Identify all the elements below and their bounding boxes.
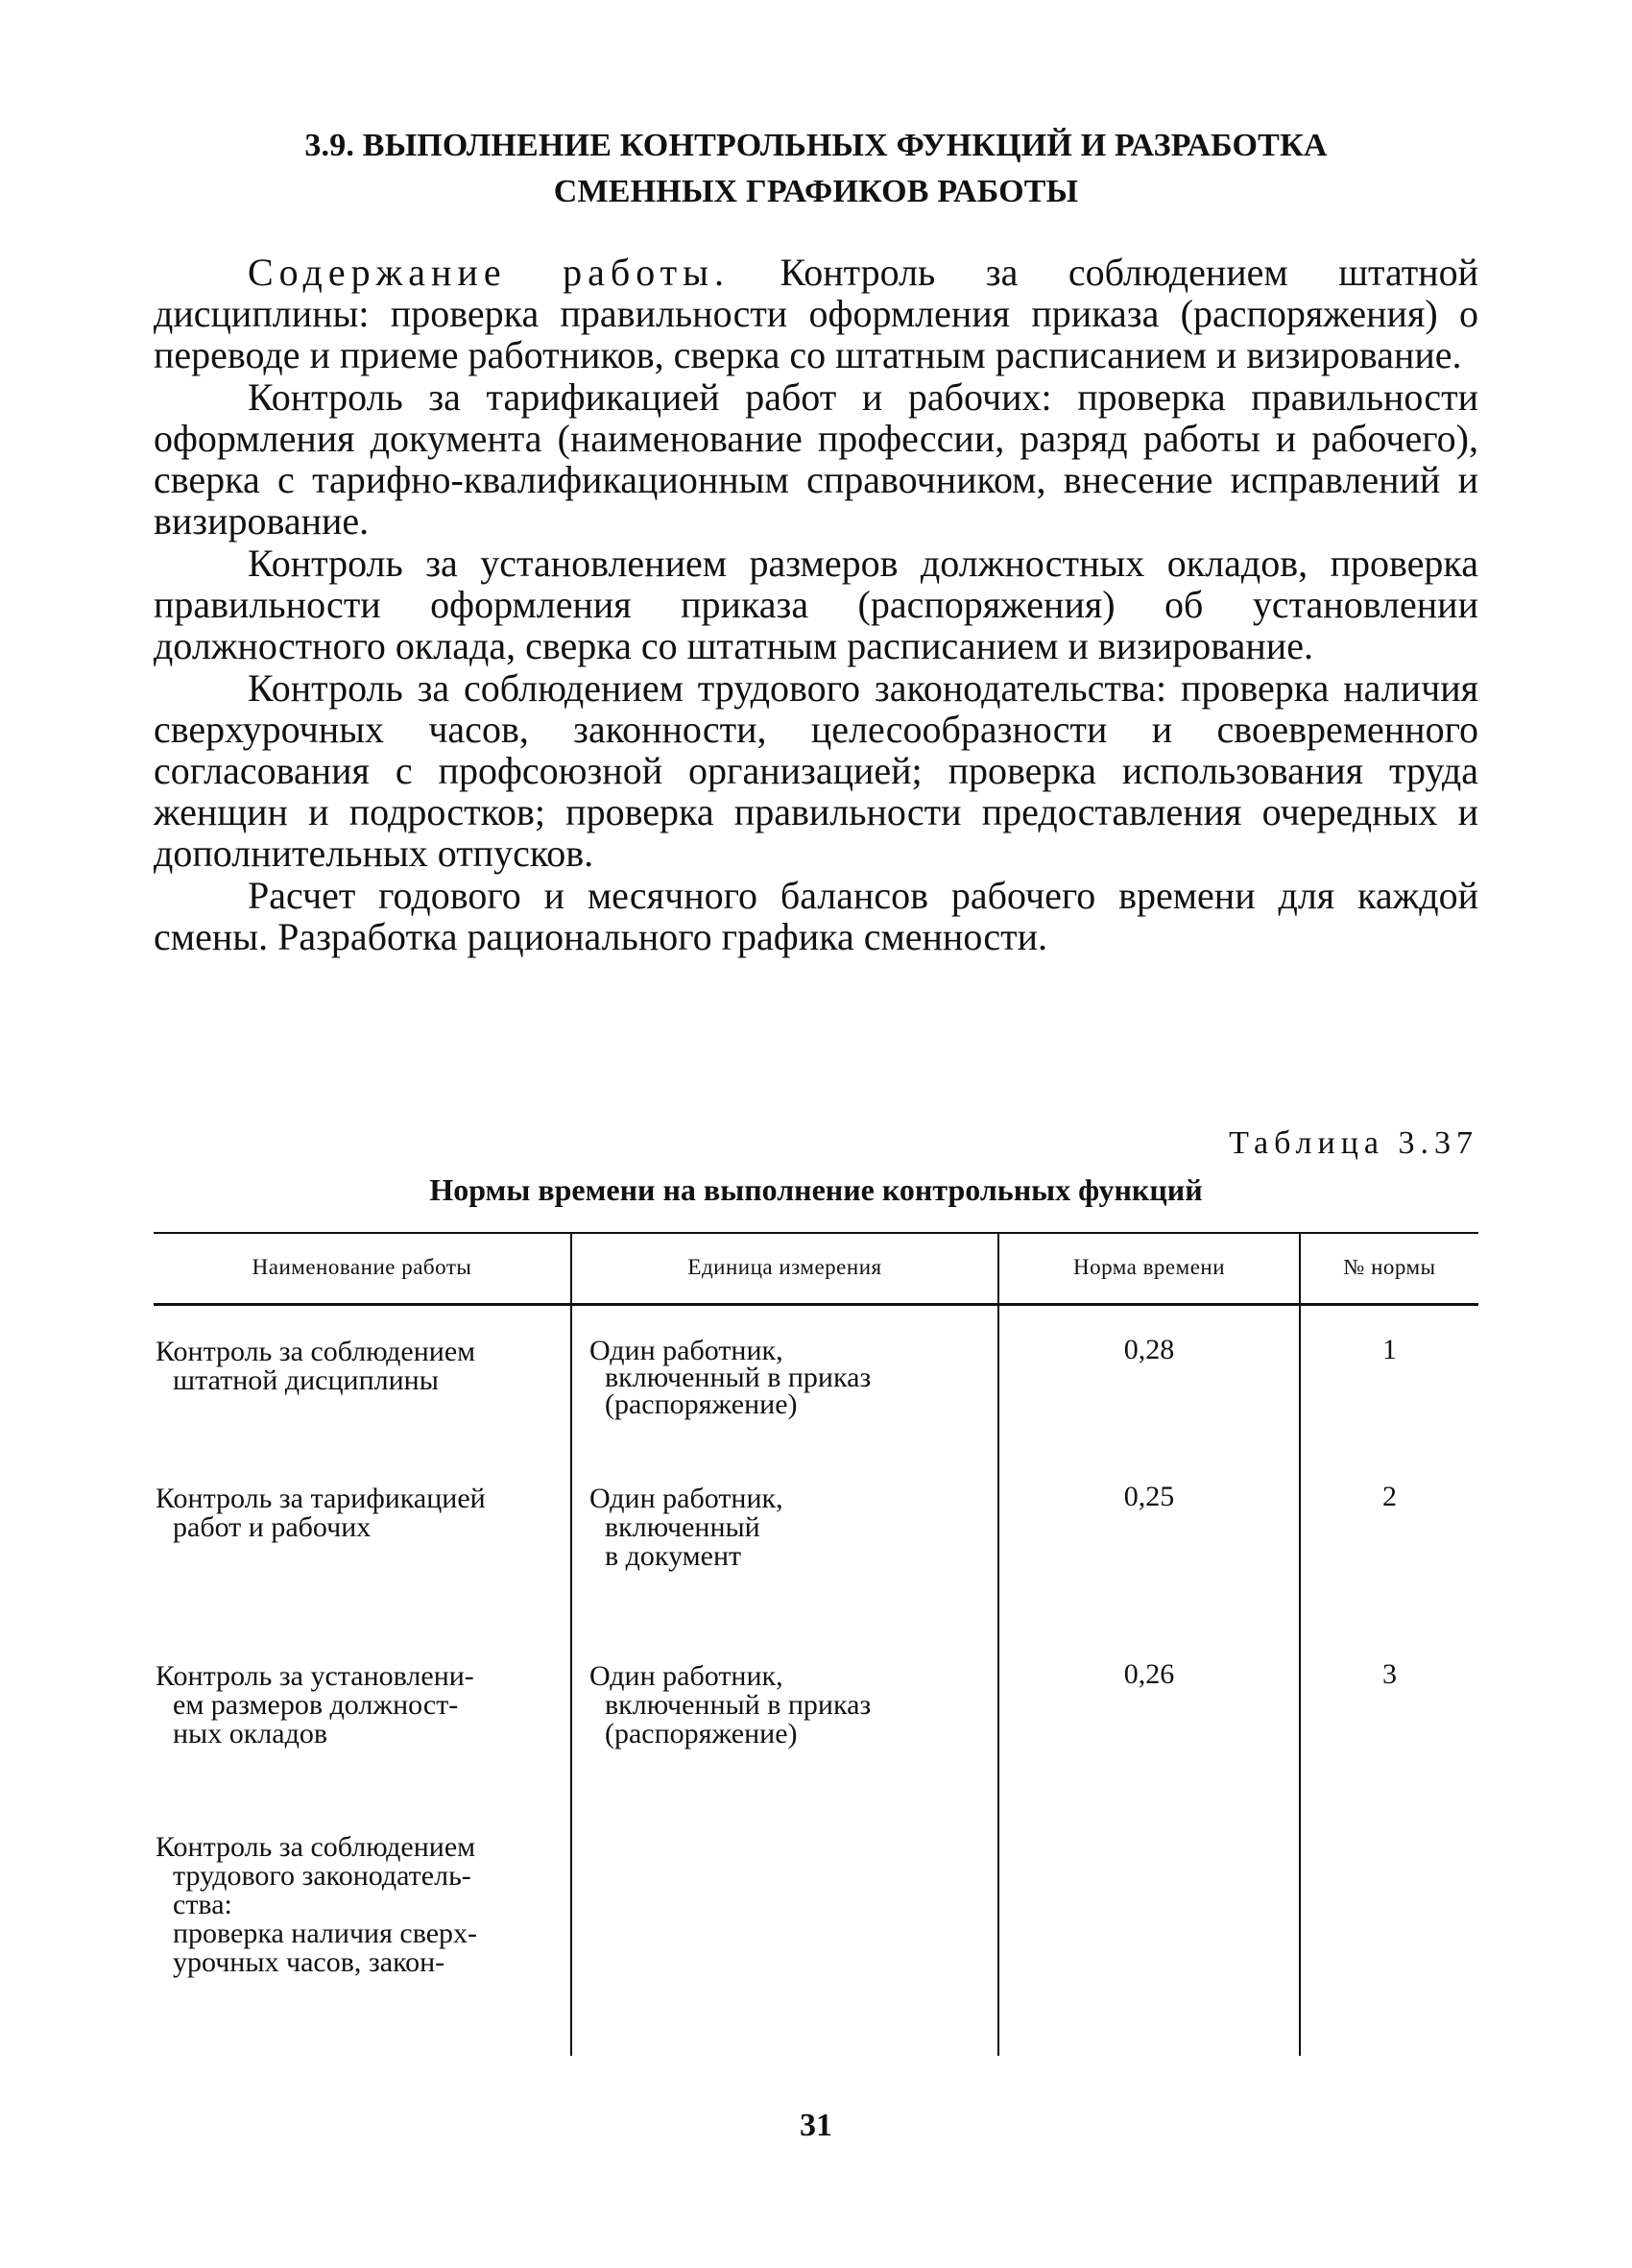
paragraph-2: Контроль за тарификацией работ и рабочих: проверка правильности оформления документа (наименование профессии, разряд работы и рабочего), сверка с тарифно-квалификационным справочником, внесение исправлений и визирование. [154,375,1478,543]
table-row-3-name [156,1662,474,1749]
name-line: ства: [173,1889,232,1920]
name-line: ем размеров должност- [173,1689,459,1721]
unit-line: Один работник, [589,1483,783,1514]
name-line: Контроль за соблюдением [156,1831,476,1863]
page-number: 31 [800,2108,832,2143]
unit-line: включенный [605,1511,760,1543]
body-text [154,252,1478,958]
name-line: штатной дисциплины [173,1364,439,1396]
column-divider-1 [570,1232,572,2056]
header-unit: Единица измерения [687,1255,882,1279]
table-row-2-number: 2 [1382,1481,1397,1512]
name-line: Контроль за установлени- [156,1660,474,1692]
paragraph-4: Контроль за соблюдением трудового законодательства: проверка наличия сверхурочных часов, законности, целесообразности и своевременного согласования с профсоюзной организацией; проверка использования труда женщин и подростков; проверка правильности предоставления очередных и дополнительных отпусков. [154,666,1478,875]
name-line: проверка наличия сверх- [173,1918,478,1949]
header-work-name: Наименование работы [252,1255,472,1279]
table-row-1-unit [589,1335,872,1420]
name-line: урочных часов, закон- [173,1946,445,1978]
norms-table [154,1232,1478,2058]
table-row-1-norm: 0,28 [1123,1334,1175,1365]
paragraph-5: Расчет годового и месячного балансов рабочего времени для каждой смены. Разработка рационального графика сменности. [154,874,1478,958]
paragraph-1 [154,252,1478,375]
table-row-3-norm: 0,26 [1123,1658,1175,1690]
table-row-2-norm: 0,25 [1123,1481,1175,1512]
unit-line: Один работник, [589,1660,783,1692]
paragraph-3: Контроль за установлением размеров должностных окладов, проверка правильности оформления приказа (распоряжения) об установлении должностного оклада, сверка со штатным расписанием и визирование. [154,542,1478,667]
table-label: Таблица 3.37 [1229,1125,1478,1161]
unit-line: включенный в приказ [605,1362,872,1393]
header-norm-number: № нормы [1343,1255,1436,1279]
unit-line: (распоряжение) [605,1718,798,1749]
name-line: Контроль за соблюдением [156,1336,476,1367]
table-row-2-unit [589,1484,783,1571]
section-title-line-2: СМЕННЫХ ГРАФИКОВ РАБОТЫ [553,174,1079,209]
name-line: ных окладов [173,1718,328,1749]
name-line: работ и рабочих [173,1511,372,1543]
section-title [154,123,1478,215]
table-row-1-number: 1 [1382,1334,1397,1365]
table-row-3-unit [589,1662,871,1749]
work-content-lead: Содержание работы. [248,251,731,294]
table-title: Нормы времени на выполнение контрольных функций [429,1172,1203,1207]
table-row-4-name [156,1833,477,1977]
section-title-line-1: 3.9. ВЫПОЛНЕНИЕ КОНТРОЛЬНЫХ ФУНКЦИЙ И РАЗРАБОТКА [304,128,1328,163]
name-line: Контроль за тарификацией [156,1483,486,1514]
unit-line: (распоряжение) [605,1388,798,1420]
unit-line: Один работник, [589,1335,783,1366]
table-row-2-name [156,1484,486,1542]
table-row-3-number: 3 [1382,1658,1397,1690]
table-row-1-name [156,1338,475,1395]
table-header-rule [154,1303,1478,1306]
paragraph-1-text: Контроль за соблюдением штатной дисциплины: проверка правильности оформления приказа (распоряжения) о переводе и приеме работников, сверка со штатным расписанием и визирование. [154,251,1478,376]
unit-line: включенный в приказ [605,1689,872,1721]
header-norm-time: Норма времени [1072,1255,1226,1279]
name-line: трудового законодатель- [173,1860,471,1892]
unit-line: в документ [605,1540,742,1572]
